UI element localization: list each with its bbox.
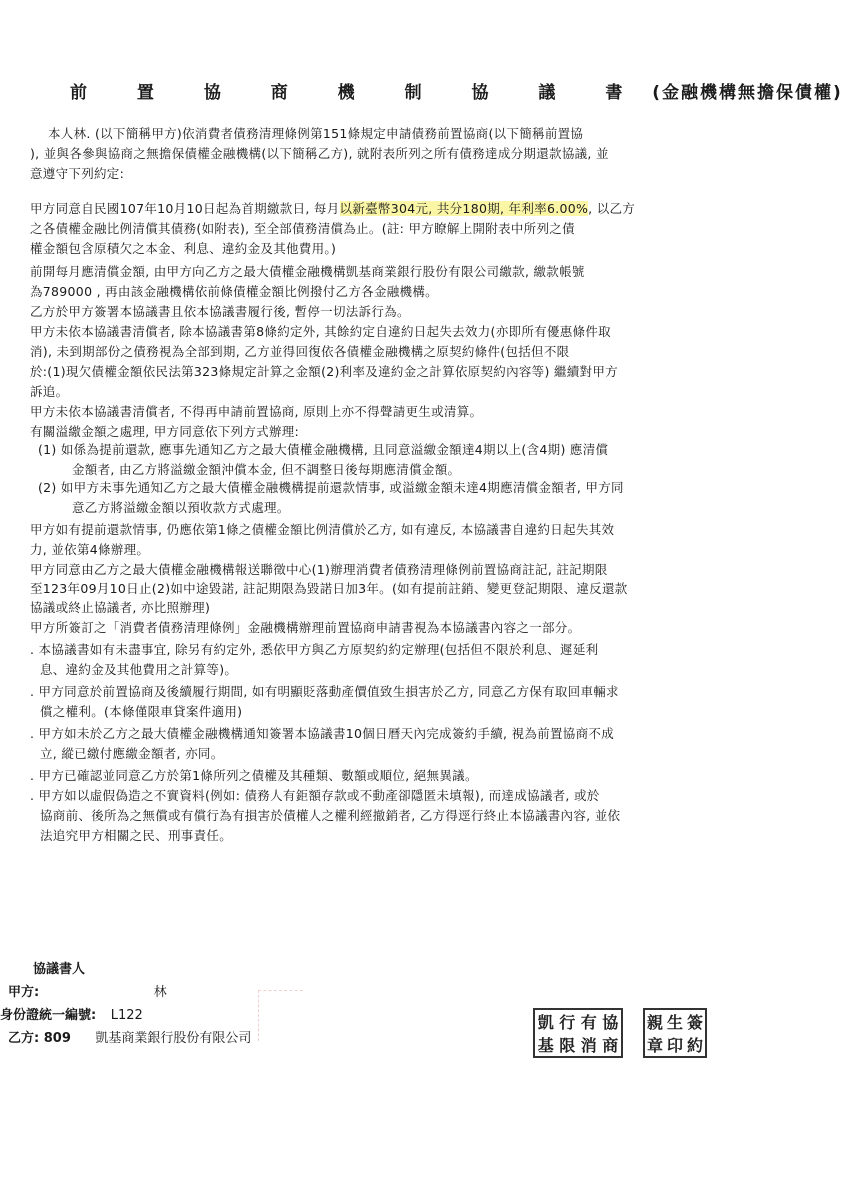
document-line: 有關溢繳金額之處理, 甲方同意依下列方式辦理: xyxy=(30,424,300,439)
stamp-glyph: 簽 xyxy=(686,1013,703,1032)
document-line: 甲方未依本協議書清償者, 不得再申請前置協商, 原則上亦不得聲請更生或清算。 xyxy=(30,404,483,419)
document-line: ), 並與各參與協商之無擔保債權金融機構(以下簡稱乙方), 就附表所列之所有債務達成分期還款協議, 並 xyxy=(30,146,609,161)
party-b-label: 乙方: 809 xyxy=(8,1031,71,1046)
stamp-glyph: 協 xyxy=(602,1013,619,1032)
document-line: 甲方所簽訂之「消費者債務清理條例」金融機構辦理前置協商申請書視為本協議書內容之一部分。 xyxy=(30,620,581,635)
document-line: 力, 並依第4條辦理。 xyxy=(30,542,150,557)
document-line: 息、違約金及其他費用之計算等)。 xyxy=(40,662,238,677)
document-line: (2) 如甲方未事先通知乙方之最大債權金融機構提前還款情事, 或溢繳金額未達4期應清償金額者, 甲方同 xyxy=(38,480,624,495)
stamp-glyph: 章 xyxy=(646,1036,663,1055)
stamp-glyph: 有 xyxy=(580,1013,597,1032)
line-text: 甲方同意自民國107年10月10日起為首期繳款日, 每月 xyxy=(30,201,340,216)
document-line: 訴追。 xyxy=(30,384,69,399)
document-line: 金額者, 由乙方將溢繳金額沖償本金, 但不調整日後每期應清償金額。 xyxy=(72,462,461,477)
title-sub: (金融機構無擔保債權) xyxy=(652,83,843,103)
seal-smudge xyxy=(258,990,303,1041)
document-line: (1) 如係為提前還款, 應事先通知乙方之最大債權金融機構, 且同意溢繳金額達4期以上(含4期) 應清償 xyxy=(38,442,609,457)
document-line: . 甲方已確認並同意乙方於第1條所列之債權及其種類、數額或順位, 絕無異議。 xyxy=(30,768,478,783)
stamp-glyph: 印 xyxy=(666,1036,683,1055)
id-line xyxy=(0,1004,143,1023)
id-label: 身份證統一編號: xyxy=(0,1008,97,1023)
document-line: 至123年09月10日止(2)如中途毀諾, 註記期限為毀諾日加3年。(如有提前註銷、變更登記期限、違反還款 xyxy=(30,581,628,596)
document-line: 甲方未依本協議書清償者, 除本協議書第8條約定外, 其餘約定自違約日起失去效力(亦即所有優惠條件取 xyxy=(30,324,611,339)
document-line: 消), 未到期部份之債務視為全部到期, 乙方並得回復依各債權金融機構之原契約條件(包括但不限 xyxy=(30,344,570,359)
document-line: 前開每月應清償金額, 由甲方向乙方之最大債權金融機構凱基商業銀行股份有限公司繳款, 繳款帳號 xyxy=(30,264,585,279)
document-line: . 甲方如未於乙方之最大債權金融機構通知簽署本協議書10個日曆天內完成簽約手續, 視為前置協商不成 xyxy=(30,726,615,741)
stamp-glyph: 基 xyxy=(537,1036,554,1055)
party-b-line xyxy=(8,1027,251,1046)
party-a-line xyxy=(8,981,167,1000)
party-a-value: 林 xyxy=(153,985,167,1000)
highlighted-payment-terms: 以新臺幣304元, 共分180期, 年利率6.00% xyxy=(339,201,589,216)
document-line: 意乙方將溢繳金額以預收款方式處理。 xyxy=(72,500,290,515)
document-line: 權金額包含原積欠之本金、利息、違約金及其他費用。) xyxy=(30,241,337,256)
party-a-label: 甲方: xyxy=(8,985,40,1000)
stamp-glyph: 凱 xyxy=(537,1013,554,1032)
stamp-glyph: 約 xyxy=(686,1036,703,1055)
document-line: . 本協議書如有未盡事宜, 除另有約定外, 悉依甲方與乙方原契約約定辦理(包括但不限於利息、遲延利 xyxy=(30,642,599,657)
document-line: 協議或終止協議者, 亦比照辦理) xyxy=(30,600,211,615)
document-title xyxy=(70,78,843,103)
document-line: 立, 縱已繳付應繳金額者, 亦同。 xyxy=(40,746,224,761)
bank-seal-stamp xyxy=(533,1008,623,1058)
document-line: 甲方同意由乙方之最大債權金融機構報送聯徵中心(1)辦理消費者債務清理條例前置協商註記, 註記期限 xyxy=(30,562,608,577)
party-b-value: 凱基商業銀行股份有限公司 xyxy=(95,1031,252,1046)
stamp-glyph: 商 xyxy=(602,1036,619,1055)
document-line xyxy=(30,201,635,217)
document-line: 乙方於甲方簽署本協議書且依本協議書履行後, 暫停一切法訴行為。 xyxy=(30,304,410,319)
document-line: 法追究甲方相關之民、刑事責任。 xyxy=(40,828,233,843)
document-line: 甲方如有提前還款情事, 仍應依第1條之債權金額比例清償於乙方, 如有違反, 本協議書自違約日起失其效 xyxy=(30,522,615,537)
document-line: 償之權利。(本條僅限車貸案件適用) xyxy=(40,704,243,719)
document-line: 協商前、後所為之無償或有償行為有損害於債權人之權利經撤銷者, 乙方得逕行終止本協議書內容, 並依 xyxy=(40,808,621,823)
signature-seal-stamp xyxy=(643,1008,707,1058)
stamp-glyph: 限 xyxy=(559,1036,576,1055)
id-value: L122 xyxy=(110,1008,143,1023)
stamp-glyph: 行 xyxy=(559,1013,576,1032)
stamp-glyph: 親 xyxy=(646,1013,663,1032)
line-text: , 以乙方 xyxy=(588,201,636,216)
document-line: 為789000 , 再由該金融機構依前條債權金額比例撥付乙方各金融機構。 xyxy=(30,284,438,299)
stamp-glyph: 消 xyxy=(580,1036,597,1055)
document-line: 意遵守下列約定: xyxy=(30,166,125,181)
document-line: 於:(1)現欠債權金額依民法第323條規定計算之金額(2)利率及違約金之計算依原契約內容等) 繼續對甲方 xyxy=(30,364,618,379)
signature-heading: 協議書人 xyxy=(33,962,86,977)
stamp-glyph: 生 xyxy=(666,1013,683,1032)
document-line: . 甲方同意於前置協商及後續履行期間, 如有明顯貶落動產價值致生損害於乙方, 同意乙方保有取回車輛求 xyxy=(30,684,619,699)
document-line: . 甲方如以虛假偽造之不實資料(例如: 債務人有鉅額存款或不動產卻隱匿未填報), 而達成協議者, 或於 xyxy=(30,788,600,803)
document-line: 之各債權金融比例清償其債務(如附表), 至全部債務清償為止。(註: 甲方瞭解上開附表中所列之債 xyxy=(30,221,575,236)
document-line: 本人林. (以下簡稱甲方)依消費者債務清理條例第151條規定申請債務前置協商(以下簡稱前置協 xyxy=(48,126,584,141)
title-main: 前 置 協 商 機 制 協 議 書 xyxy=(70,83,645,103)
